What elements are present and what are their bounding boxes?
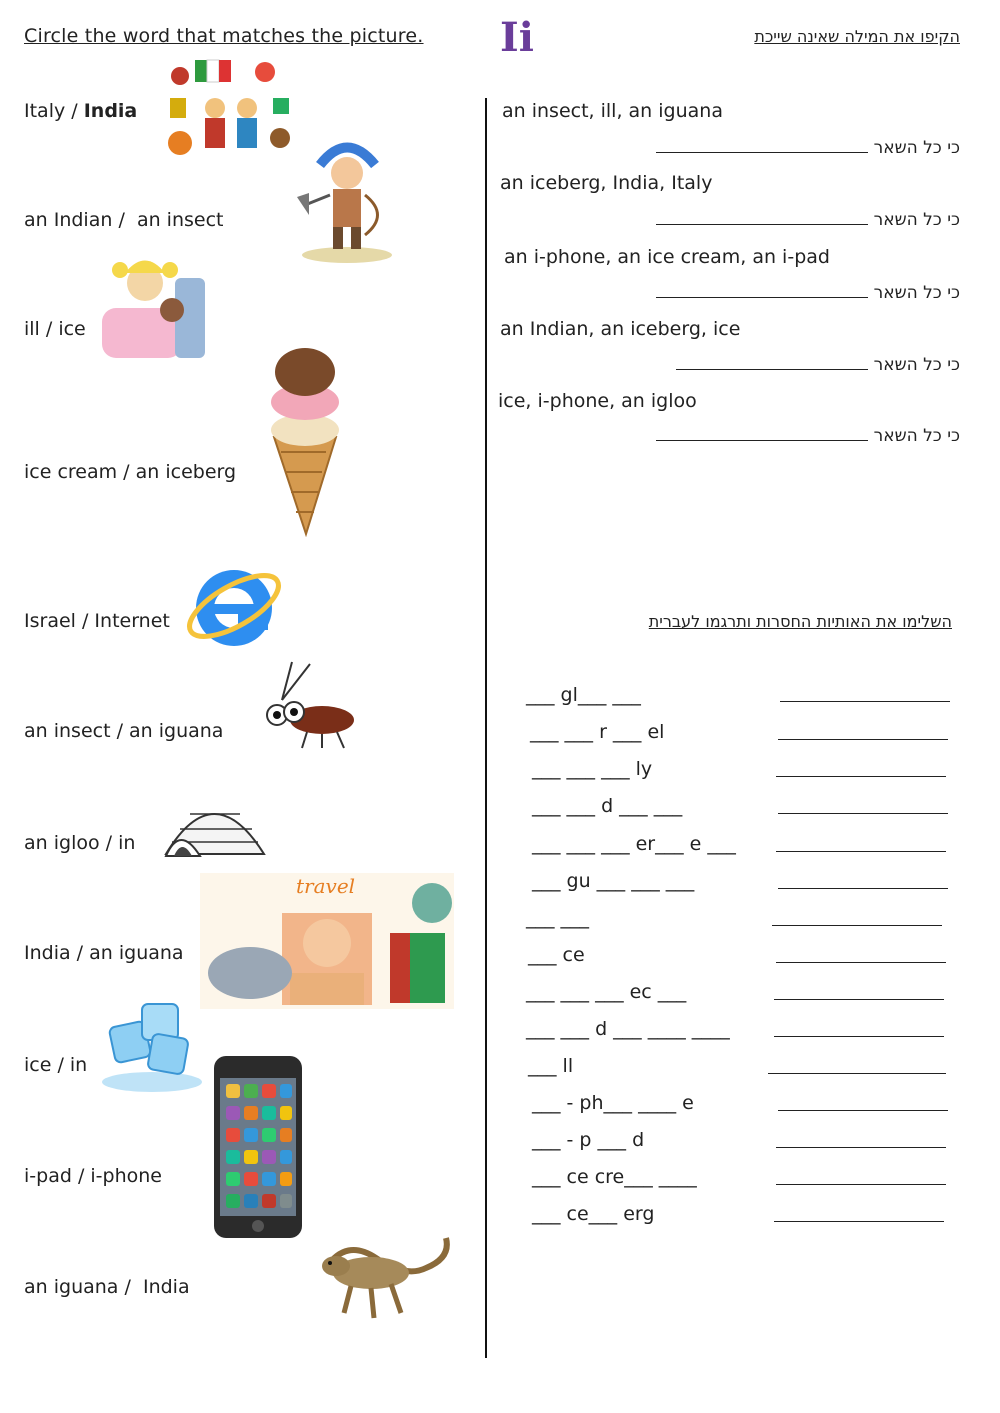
translation-blank[interactable] (778, 888, 948, 889)
word-option[interactable]: ice (24, 1054, 52, 1076)
word-option[interactable]: an insect (24, 720, 111, 742)
india-travel-icon (200, 873, 454, 1009)
odd-words-row-2: an iceberg, India, Italy (500, 172, 713, 194)
translation-blank[interactable] (776, 962, 946, 963)
translation-blank[interactable] (768, 1073, 946, 1074)
reason-label: כי כל השאר (873, 283, 960, 303)
fill-word[interactable]: ___ ce (528, 944, 585, 966)
reason-line-3 (656, 283, 960, 303)
native-indian-icon (295, 135, 400, 265)
pair-row-3: ill / ice (24, 318, 86, 340)
translation-blank[interactable] (776, 1184, 946, 1185)
translation-blank[interactable] (780, 701, 950, 702)
answer-blank[interactable] (656, 283, 868, 298)
word-option[interactable]: an insect (136, 209, 224, 231)
word-option[interactable]: an iguana (129, 720, 224, 742)
fill-word[interactable]: ___ - ph___ ____ e (532, 1092, 694, 1114)
word-option[interactable]: an iceberg (135, 461, 237, 483)
pair-row-7: an igloo / in (24, 832, 136, 854)
pair-row-4: ice cream / an iceberg (24, 461, 237, 483)
pair-row-6: an insect / an iguana (24, 720, 224, 742)
pair-row-11: an iguana / India (24, 1276, 190, 1298)
word-option[interactable]: India (83, 100, 138, 122)
translation-blank[interactable] (778, 813, 948, 814)
reason-line-1 (656, 138, 960, 158)
pair-row-2: an Indian / an insect (24, 209, 224, 231)
smartphone-icon (212, 1054, 304, 1240)
fill-word[interactable]: ___ ___ ___ er___ e ___ (532, 833, 736, 855)
translation-blank[interactable] (776, 851, 946, 852)
sick-girl-icon (100, 248, 212, 366)
translation-blank[interactable] (776, 776, 946, 777)
answer-blank[interactable] (656, 426, 868, 441)
fill-word[interactable]: ___ ce cre___ ____ (532, 1166, 697, 1188)
fill-word[interactable]: ___ ___ r ___ el (530, 721, 665, 743)
instruction-english: Circle the word that matches the picture. (24, 25, 424, 47)
word-option[interactable]: an iguana (24, 1276, 119, 1298)
reason-label: כי כל השאר (873, 138, 960, 158)
pair-row-1: Italy / India (24, 100, 138, 122)
answer-blank[interactable] (676, 355, 868, 370)
reason-line-5 (656, 426, 960, 446)
pair-row-8: India / an iguana (24, 942, 184, 964)
fill-word[interactable]: ___ ___ ___ ec ___ (526, 981, 687, 1003)
word-option[interactable]: ice cream (24, 461, 118, 483)
igloo-icon (160, 784, 268, 860)
word-option[interactable]: i-pad (24, 1165, 72, 1187)
odd-words-row-4: an Indian, an iceberg, ice (500, 318, 741, 340)
italy-collage-icon (165, 58, 295, 163)
word-option[interactable]: in (69, 1054, 88, 1076)
iguana-icon (316, 1228, 454, 1332)
word-option[interactable]: ice (58, 318, 86, 340)
fill-word[interactable]: ___ ce___ erg (532, 1203, 655, 1225)
pair-row-9: ice / in (24, 1054, 88, 1076)
column-divider (485, 98, 487, 1358)
reason-line-2 (656, 210, 960, 230)
word-option[interactable]: ill (24, 318, 40, 340)
word-option[interactable]: an iguana (89, 942, 184, 964)
odd-words-row-3: an i-phone, an ice cream, an i-pad (504, 246, 830, 268)
pair-row-5: Israel / Internet (24, 610, 170, 632)
answer-blank[interactable] (656, 138, 868, 153)
translation-blank[interactable] (774, 999, 944, 1000)
svg-text:travel: travel (296, 874, 356, 898)
fill-word[interactable]: ___ ll (528, 1055, 574, 1077)
word-option[interactable]: India (24, 942, 71, 964)
fill-word[interactable]: ___ gl___ ___ (526, 684, 641, 706)
odd-words-row-5: ice, i-phone, an igloo (498, 390, 697, 412)
instruction-hebrew: הקיפו את המילה שאינה שייכת (754, 27, 960, 46)
translation-blank[interactable] (776, 1147, 946, 1148)
fill-word[interactable]: ___ ___ ___ ly (532, 758, 653, 780)
fill-word[interactable]: ___ ___ d ___ ___ (532, 795, 683, 817)
word-option[interactable]: Italy (24, 100, 66, 122)
word-option[interactable]: an Indian (24, 209, 113, 231)
reason-label: כי כל השאר (873, 355, 960, 375)
translation-blank[interactable] (778, 739, 948, 740)
word-option[interactable]: Israel (24, 610, 76, 632)
pair-row-10: i-pad / i-phone (24, 1165, 162, 1187)
complete-heading: השלימו את האותיות החסרות ותרגמו לעברית (648, 612, 952, 631)
fill-word[interactable]: ___ ___ d ___ ____ ____ (526, 1018, 730, 1040)
big-letter-heading: Ii (500, 14, 534, 61)
cockroach-icon (252, 660, 356, 750)
translation-blank[interactable] (774, 1221, 944, 1222)
ice-cream-cone-icon (266, 342, 344, 537)
word-option[interactable]: Internet (94, 610, 170, 632)
fill-word[interactable]: ___ gu ___ ___ ___ (532, 870, 695, 892)
ice-cubes-icon (92, 994, 204, 1096)
word-option[interactable]: an igloo (24, 832, 100, 854)
odd-words-row-1: an insect, ill, an iguana (502, 100, 723, 122)
translation-blank[interactable] (772, 925, 942, 926)
reason-line-4 (676, 355, 960, 375)
translation-blank[interactable] (778, 1110, 948, 1111)
word-option[interactable]: India (142, 1276, 190, 1298)
word-option[interactable]: in (118, 832, 136, 854)
reason-label: כי כל השאר (873, 426, 960, 446)
internet-explorer-icon (186, 558, 282, 654)
fill-word[interactable]: ___ - p ___ d (532, 1129, 645, 1151)
word-option[interactable]: i-phone (90, 1165, 162, 1187)
translation-blank[interactable] (774, 1036, 944, 1037)
fill-word[interactable]: ___ ___ (526, 907, 590, 929)
reason-label: כי כל השאר (873, 210, 960, 230)
answer-blank[interactable] (656, 210, 868, 225)
